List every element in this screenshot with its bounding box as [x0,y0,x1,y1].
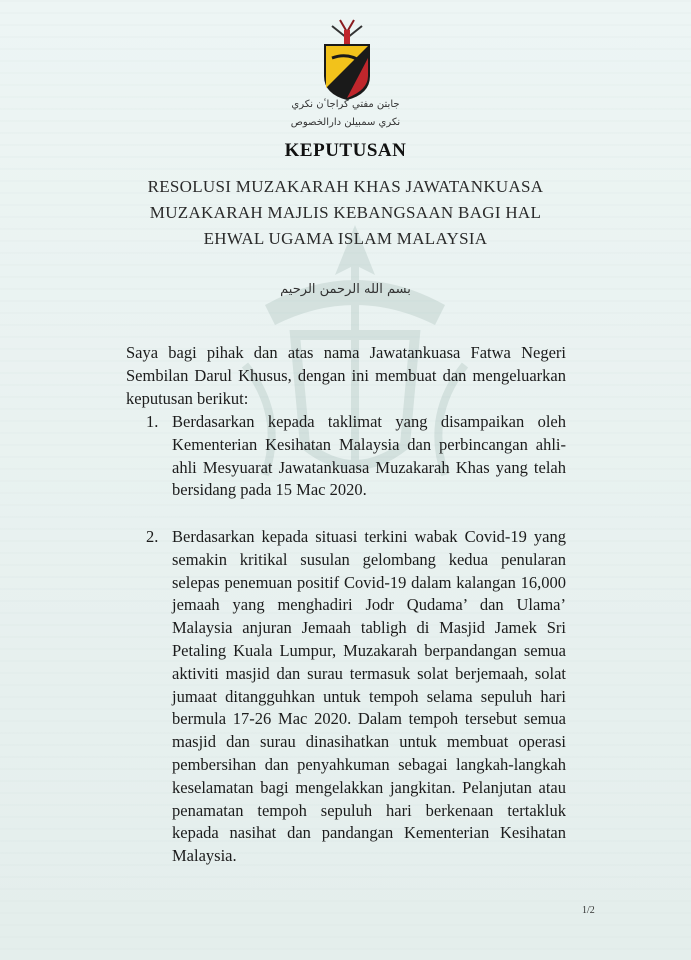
intro-paragraph: Saya bagi pihak dan atas nama Jawatankuasa Fatwa Negeri Sembilan Darul Khusus, dengan ini membuat dan mengeluarkan keputusan berikut: [126,343,566,408]
document-title: KEPUTUSAN [284,140,407,161]
list-item [146,526,566,868]
list-item-number: 1. [146,412,159,431]
negeri-sembilan-crest-icon [318,18,376,102]
arabic-header-line-1: جابتن مفتي كراجاٴن نكري [291,99,400,110]
subtitle-line: RESOLUSI MUZAKARAH KHAS JAWATANKUASA [147,177,544,196]
arabic-header-line-2: نكري سمبيلن دارالخصوص [290,117,401,128]
list-item-text: Berdasarkan kepada situasi terkini wabak Covid-19 yang semakin kritikal susulan gelombang kedua penularan selepas penemuan positif Covid-19 dalam kalangan 16,000 jemaah yang menghadiri Jodr Qudama’ dan Ulama’ Malaysia anjuran Jemaah tabligh di Masjid Jamek Sri Petaling Kuala Lumpur, Muzakarah berpandangan semua aktiviti masjid dan surau termasuk solat berjemaah, solat jumaat ditangguhkan untuk tempoh selama sepuluh hari bermula 17-26 Mac 2020. Dalam tempoh tersebut semua masjid dan surau dinasihatkan untuk membuat operasi pembersihan dan penyahkuman sebagai langkah-langkah keselamatan bagi mengelakkan jangkitan. Pelanjutan atau penamatan tempoh sepuluh hari berkenaan tertakluk kepada nasihat dan pandangan Kementerian Kesihatan Malaysia. [172,527,566,866]
subtitle-line: EHWAL UGAMA ISLAM MALAYSIA [203,229,488,248]
list-item-text: Berdasarkan kepada taklimat yang disampaikan oleh Kementerian Kesihatan Malaysia dan perbincangan ahli-ahli Mesyuarat Jawatankuasa Muzakarah Khas yang telah bersidang pada 15 Mac 2020. [172,412,566,500]
subtitle-line: MUZAKARAH MAJLIS KEBANGSAAN BAGI HAL [149,203,542,222]
document-subtitle [100,174,591,252]
list-item [146,411,566,502]
list-item-number: 2. [146,527,159,546]
bismillah-calligraphy: بسم الله الرحمن الرحيم [280,282,411,297]
page-number: 1/2 [582,905,595,916]
